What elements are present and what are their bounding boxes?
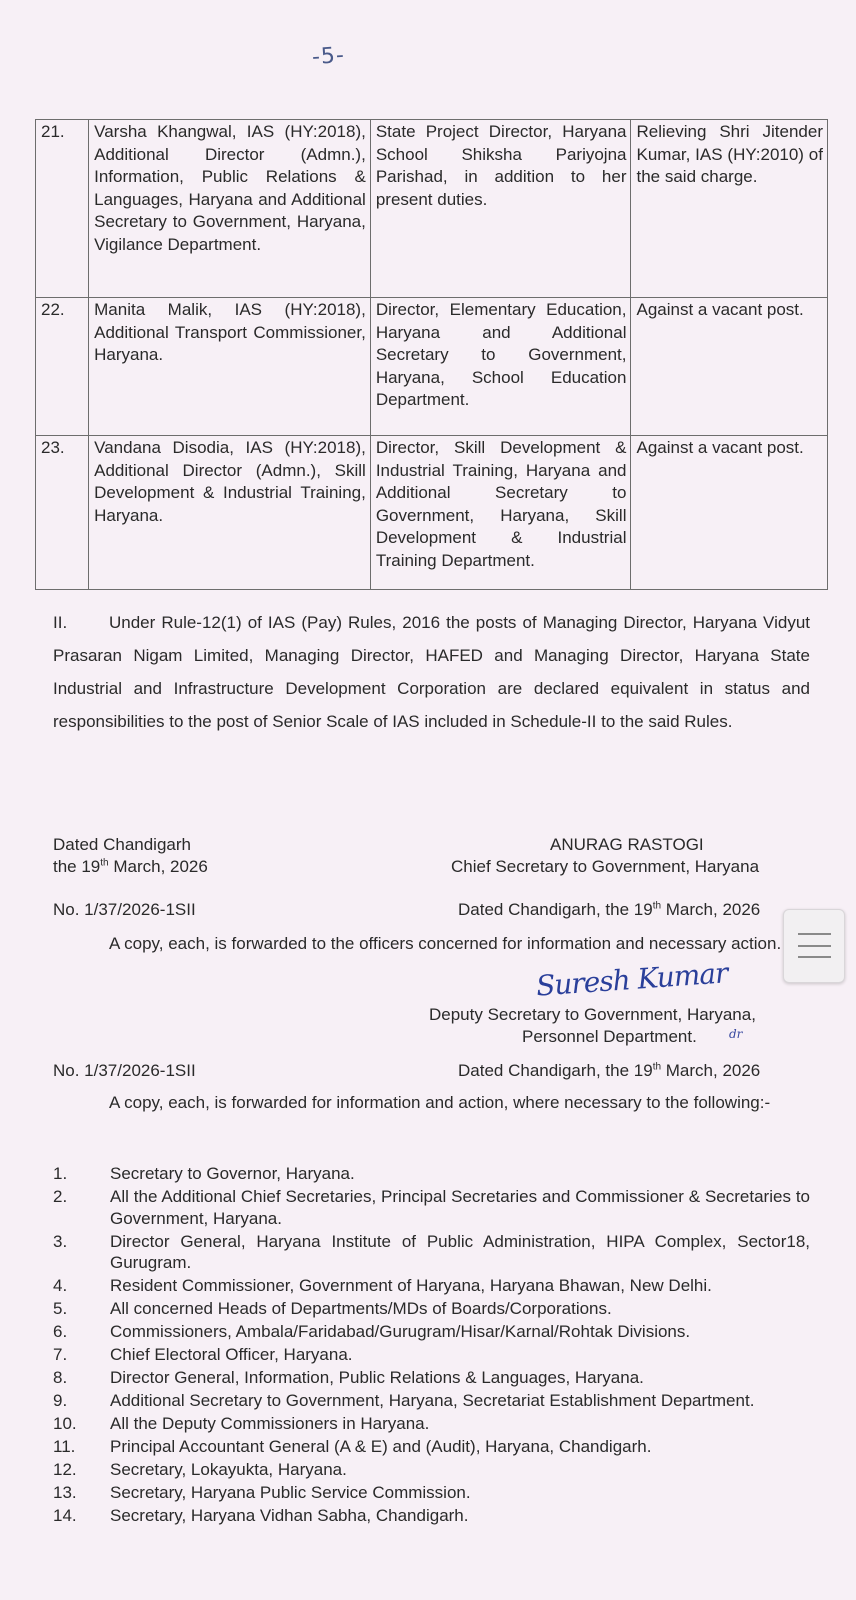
list-item: 4. Resident Commissioner, Government of Haryana, Haryana Bhawan, New Delhi. <box>53 1276 712 1295</box>
officer-cell: Vandana Disodia, IAS (HY:2018), Additional Director (Admn.), Skill Development & Industrial Training, Haryana. <box>89 436 371 590</box>
section-ii-text: Under Rule-12(1) of IAS (Pay) Rules, 2016 the posts of Managing Director, Haryana Vidyut Prasaran Nigam Limited, Managing Director, HAFED and Managing Director, Haryana State Industrial and Infrastructure Development Corporation are declared equivalent in status and responsibilities to the post of Senior Scale of IAS included in Schedule-II to the said Rules. <box>53 613 810 731</box>
posted-as-cell: Director, Skill Development & Industrial Training, Haryana and Additional Secretary to Government, Haryana, Skill Development & Industrial Training Department. <box>370 436 631 590</box>
list-item: 1. Secretary to Governor, Haryana. <box>53 1164 355 1183</box>
list-item: 11. Principal Accountant General (A & E) and (Audit), Haryana, Chandigarh. <box>53 1437 652 1456</box>
list-item: 2. All the Additional Chief Secretaries, Principal Secretaries and Commissioner & Secretaries to Government, Haryana. <box>53 1187 810 1228</box>
serial-number: 22. <box>36 298 89 436</box>
section-ii-label: II. <box>53 613 68 632</box>
list-item: 10. All the Deputy Commissioners in Haryana. <box>53 1414 430 1433</box>
list-item: 7. Chief Electoral Officer, Haryana. <box>53 1345 353 1364</box>
officer-cell: Manita Malik, IAS (HY:2018), Additional Transport Commissioner, Haryana. <box>89 298 371 436</box>
list-item: 14. Secretary, Haryana Vidhan Sabha, Chandigarh. <box>53 1506 469 1525</box>
posting-orders-table <box>35 119 828 590</box>
table-row <box>36 436 828 590</box>
list-item: 6. Commissioners, Ambala/Faridabad/Gurugram/Hisar/Karnal/Rohtak Divisions. <box>53 1322 691 1341</box>
list-item: 3. Director General, Haryana Institute of Public Administration, HIPA Complex, Sector18, Gurugram. <box>53 1231 810 1272</box>
remarks-cell: Relieving Shri Jitender Kumar, IAS (HY:2010) of the said charge. <box>631 120 828 298</box>
endorsement-1-number: No. 1/37/2026-1SII <box>53 900 196 919</box>
signatory-designation: Chief Secretary to Government, Haryana <box>451 857 760 876</box>
list-item: 12. Secretary, Lokayukta, Haryana. <box>53 1460 347 1479</box>
posted-as-cell: Director, Elementary Education, Haryana and Additional Secretary to Government, Haryana, School Education Department. <box>370 298 631 436</box>
handwritten-page-number: -5- <box>311 42 346 71</box>
list-item: 13. Secretary, Haryana Public Service Commission. <box>53 1483 471 1502</box>
serial-number: 23. <box>36 436 89 590</box>
deputy-secretary-line-1: Deputy Secretary to Government, Haryana, <box>429 1005 756 1024</box>
serial-number: 21. <box>36 120 89 298</box>
remarks-cell: Against a vacant post. <box>631 298 828 436</box>
handwritten-initials: dr <box>729 1027 743 1041</box>
posted-as-cell: State Project Director, Haryana School Shiksha Pariyojna Parishad, in addition to her present duties. <box>370 120 631 298</box>
remarks-cell: Against a vacant post. <box>631 436 828 590</box>
signatory-name: ANURAG RASTOGI <box>550 835 704 854</box>
officer-cell: Varsha Khangwal, IAS (HY:2018), Additional Director (Admn.), Information, Public Relations & Languages, Haryana and Additional Secretary to Government, Haryana, Vigilance Department. <box>89 120 371 298</box>
list-item: 8. Director General, Information, Public Relations & Languages, Haryana. <box>53 1368 644 1387</box>
viewer-menu-button[interactable] <box>783 909 845 983</box>
endorsement-2-text: A copy, each, is forwarded for information and action, where necessary to the following:- <box>109 1093 771 1112</box>
endorsement-1-date: Dated Chandigarh, the 19th March, 2026 <box>458 900 761 919</box>
endorsement-2-date: Dated Chandigarh, the 19th March, 2026 <box>458 1061 761 1080</box>
dated-line-2: the 19th March, 2026 <box>53 857 208 876</box>
table-row <box>36 298 828 436</box>
list-item: 5. All concerned Heads of Departments/MDs of Boards/Corporations. <box>53 1299 612 1318</box>
section-ii-paragraph <box>53 606 810 738</box>
deputy-secretary-line-2: Personnel Department. <box>522 1027 697 1046</box>
endorsement-1-text: A copy, each, is forwarded to the officers concerned for information and necessary action. <box>109 934 782 953</box>
dated-line-1: Dated Chandigarh <box>53 835 191 854</box>
endorsement-2-number: No. 1/37/2026-1SII <box>53 1061 196 1080</box>
list-item: 9. Additional Secretary to Government, Haryana, Secretariat Establishment Department. <box>53 1391 755 1410</box>
table-row <box>36 120 828 298</box>
distribution-list <box>53 1163 810 1528</box>
handwritten-signature: Suresh Kumar <box>535 956 729 1003</box>
